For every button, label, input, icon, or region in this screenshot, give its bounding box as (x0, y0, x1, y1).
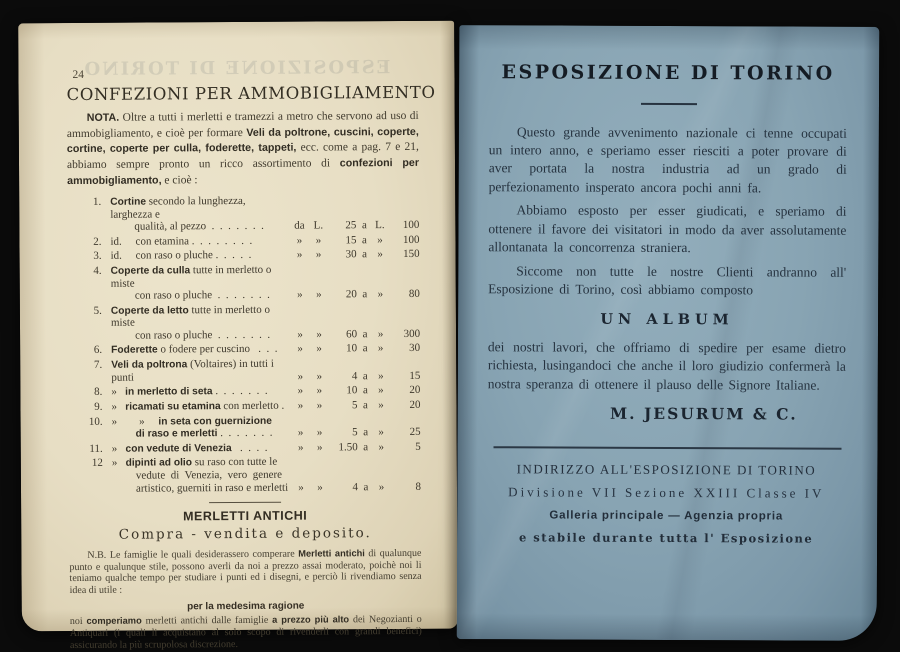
price-part: 60 (346, 328, 358, 341)
footer-rule (493, 447, 841, 450)
compra-vendita-subheading: Compra - vendita e deposito. (118, 525, 372, 543)
row-number: 10. (88, 415, 103, 428)
left-page-content (18, 21, 458, 652)
row-price (289, 342, 420, 355)
row-label-line: id. con etamina . . . . . . . . (110, 234, 253, 248)
price-list-row (81, 441, 421, 456)
row-label-line: Foderette o fodere per cuscino . . . (111, 343, 278, 357)
price-part: a (362, 342, 368, 355)
row-label-line: » dipinti ad olio su raso con tutte le (111, 456, 278, 470)
row-label (111, 385, 289, 399)
price-part: » (315, 248, 322, 261)
price-part: 20 (345, 288, 357, 301)
price-part: » (378, 384, 384, 397)
row-label-line: di raso e merletti . . . . . . . (135, 426, 273, 440)
price-part: » (317, 481, 323, 494)
closing-paragraph: noi comperiamo merletti antichi dalle famiglie a prezzo più alto dei Negozianti o Antiquari (i quali li acquistano al solo scopo di rivenderli con grandi benefici) assicurando la più scrupolosa discrezione. (69, 613, 422, 651)
row-number: 12 (91, 457, 103, 470)
price-part: 5 (352, 426, 358, 439)
row-label-line: artistico, guerniti in raso e merletti (135, 481, 289, 495)
price-part: » (378, 480, 385, 493)
price-list-row (80, 248, 420, 263)
price-part: 20 (409, 384, 421, 397)
row-label-line: » ricamati su etamina con merletto . (111, 399, 285, 413)
row-label (111, 249, 289, 263)
row-label-line: Coperte da culla tutte in merletto o miste (110, 263, 275, 290)
price-part: 25 (409, 426, 421, 439)
price-part: » (316, 399, 323, 412)
row-number: 4. (93, 264, 102, 277)
row-label-line: con raso o pluche . . . . . . . (134, 288, 270, 302)
row-price (289, 328, 420, 341)
price-part: 10 (346, 342, 358, 355)
row-label-line: id. con raso o pluche . . . . . (110, 249, 252, 263)
price-part: » (378, 426, 384, 439)
price-part: 5 (351, 399, 358, 412)
row-number: 9. (94, 400, 103, 413)
row-price (289, 370, 420, 383)
esposizione-title: ESPOSIZIONE DI TORINO (501, 61, 835, 85)
row-label-line: » in merletto di seta . . . . . . . (111, 385, 268, 398)
section-divider-rule (209, 502, 281, 503)
row-price (289, 384, 420, 397)
price-part: » (298, 481, 304, 494)
row-price (290, 481, 421, 494)
left-page-title: CONFEZIONI PER AMMOBIGLIAMENTO (66, 82, 436, 105)
price-part: 100 (402, 233, 420, 246)
price-part: L. (313, 219, 324, 232)
price-part: a (361, 234, 367, 247)
row-label-line: Veli da poltrona (Voltaires) in tutti i punti (111, 357, 277, 384)
price-part: a (362, 369, 368, 382)
price-list-row (79, 194, 419, 234)
price-part: 100 (402, 219, 420, 232)
reason-line: per la medesima ragione (187, 600, 305, 612)
row-label-line: con raso o pluche . . . . . . . (135, 328, 271, 342)
price-part: 25 (345, 219, 357, 232)
company-signature: M. JESURUM & C. (609, 404, 798, 424)
price-part: » (316, 441, 323, 454)
price-part: » (378, 441, 385, 454)
price-part: 5 (415, 440, 421, 453)
price-part: » (377, 233, 383, 246)
price-part: » (297, 441, 304, 454)
price-list (79, 194, 421, 495)
price-part: » (316, 342, 322, 355)
page-number: 24 (72, 68, 85, 82)
price-part: 15 (409, 369, 421, 382)
row-price (288, 234, 419, 247)
price-part: » (377, 288, 384, 301)
row-label-line: » con vedute di Venezia . . . . (111, 441, 268, 455)
price-part: » (297, 370, 304, 383)
price-part: a (361, 219, 367, 232)
un-album-heading: UN ALBUM (600, 310, 734, 329)
row-number: 2. (93, 235, 102, 248)
price-part: » (377, 248, 383, 261)
price-part: » (377, 327, 384, 340)
row-label (112, 456, 290, 495)
row-label-line: Cortine secondo la lunghezza, larghezza e (110, 195, 249, 221)
price-list-row (80, 399, 420, 414)
price-list-row (80, 303, 420, 343)
row-number: 3. (93, 250, 102, 263)
row-label (112, 414, 290, 440)
footer-division-line: Divisione VII Sezione XXIII Classe IV (508, 484, 825, 501)
price-part: 300 (403, 327, 421, 340)
row-price (290, 426, 421, 439)
row-number: 5. (93, 304, 102, 317)
price-part: » (378, 399, 384, 412)
footer-address-line: INDIRIZZO ALL'ESPOSIZIONE DI TORINO (516, 461, 817, 478)
row-label (111, 303, 289, 342)
price-part: » (297, 328, 303, 341)
price-part: » (316, 288, 322, 301)
paragraph: Siccome non tutte le nostre Clienti andranno all' Esposizione di Torino, così abbiamo composto (488, 263, 847, 298)
row-label (111, 400, 289, 414)
price-part: » (315, 234, 322, 247)
price-part: 4 (351, 369, 358, 382)
price-part: » (297, 288, 303, 301)
price-list-row (80, 263, 420, 303)
price-part: 30 (409, 342, 421, 355)
price-part: a (362, 248, 368, 261)
footer-stabile-line: e stabile durante tutta l' Esposizione (518, 530, 814, 546)
footer-galleria-line: Galleria principale — Agenzia propria (549, 509, 784, 523)
price-part: 20 (409, 398, 421, 411)
price-part: 10 (346, 384, 358, 397)
row-price (288, 219, 419, 232)
price-part: a (362, 328, 368, 341)
price-part: » (297, 384, 304, 397)
price-list-row (80, 357, 420, 384)
row-label (111, 343, 289, 357)
price-part: » (377, 342, 384, 355)
title-rule (641, 103, 697, 105)
price-list-row (79, 234, 419, 249)
row-label (110, 235, 288, 249)
row-label-line: » » in seta con guernizione (111, 414, 272, 428)
price-list-row (81, 455, 421, 495)
price-part: » (316, 370, 323, 383)
show-through-text: ESPOSIZIONE DI TORINO (82, 57, 391, 80)
album-paragraph: dei nostri lavori, che offriamo di spedire per esame dietro richiesta, lusingandoci che anche il loro giudizio confermerà la nostra speranza di ottenere il plauso delle Signore Italiane. (487, 339, 846, 393)
row-label (112, 441, 290, 455)
row-price (290, 441, 421, 454)
row-number: 11. (89, 442, 103, 455)
row-label (111, 264, 289, 303)
price-part: a (362, 384, 368, 397)
row-number: 6. (93, 344, 103, 357)
right-page-content (457, 25, 879, 546)
price-part: » (316, 384, 323, 397)
row-number: 1. (92, 195, 102, 209)
row-number: 7. (93, 358, 103, 371)
row-label-line: vedute di Venezia, vero genere (135, 468, 283, 482)
row-price (289, 399, 420, 412)
left-page (18, 21, 458, 651)
paragraph: Questo grande avvenimento nazionale ci tenne occupati un intero anno, e speriamo esser riesciti a poter provare di aver portata la nostra industria ad un grado di perfezionamento insperato ancora pochi anni fa. (488, 123, 847, 196)
price-part: 1.50 (338, 441, 358, 454)
price-list-row (81, 413, 421, 440)
merletti-antichi-heading: MERLETTI ANTICHI (183, 508, 308, 524)
price-part: » (297, 426, 304, 439)
row-price (289, 288, 420, 301)
price-part: a (363, 426, 369, 439)
price-part: » (297, 343, 303, 356)
nb-paragraph: N.B. Le famiglie le quali desiderassero comperare Merletti antichi di qualunque punto e qualunque stile, possono averli da noi a prezzo assai moderato, poichè noi li teniamo qualche tempo per studiare i punti ed i disegni, e perciò li rivendiamo senza idea di utile : (69, 548, 422, 597)
row-label (111, 358, 289, 384)
price-part: 15 (345, 234, 357, 247)
price-part: a (363, 441, 369, 454)
price-part: a (362, 399, 368, 412)
row-label (110, 195, 288, 234)
right-paragraphs (488, 123, 847, 301)
price-part: 80 (408, 287, 420, 301)
row-label-line: qualità, al pezzo . . . . . . . (134, 220, 264, 233)
price-part: » (296, 234, 303, 247)
price-part: a (362, 288, 368, 301)
right-page (457, 25, 880, 641)
price-part: » (296, 248, 303, 262)
nota-paragraph: NOTA. Oltre a tutti i merletti e tramezzi a metro che servono ad uso di ammobigliamento, e cioè per formare Veli da poltrone, cuscini, coperte, cortine, coperte per culla, foderette, tappeti, ecc. come a pag. 7 e 21, abbiamo sempre pronto un ricco assortimento di confezioni per ammobigliamento, e cioè : (66, 109, 420, 187)
price-list-row (80, 342, 420, 357)
row-price (289, 248, 420, 261)
price-part: 8 (415, 480, 422, 493)
price-part: 150 (403, 248, 420, 261)
price-part: » (316, 328, 322, 341)
price-part: 30 (345, 248, 357, 261)
price-list-row (80, 384, 420, 399)
price-part: da (294, 219, 305, 232)
price-part: » (378, 369, 384, 382)
paragraph: Abbiamo esposto per esser giudicati, e speriamo di ottenere il favore dei visitatori in modo da aver assolutamente allontanata la concorrenza straniera. (488, 202, 847, 256)
price-part: » (316, 426, 323, 439)
price-part: L. (375, 219, 385, 232)
price-part: a (363, 480, 369, 493)
row-number: 8. (94, 386, 103, 399)
price-part: » (297, 399, 304, 412)
price-part: 4 (352, 480, 359, 493)
row-label-line: Coperte da letto tutte in merletto o miste (110, 303, 273, 330)
